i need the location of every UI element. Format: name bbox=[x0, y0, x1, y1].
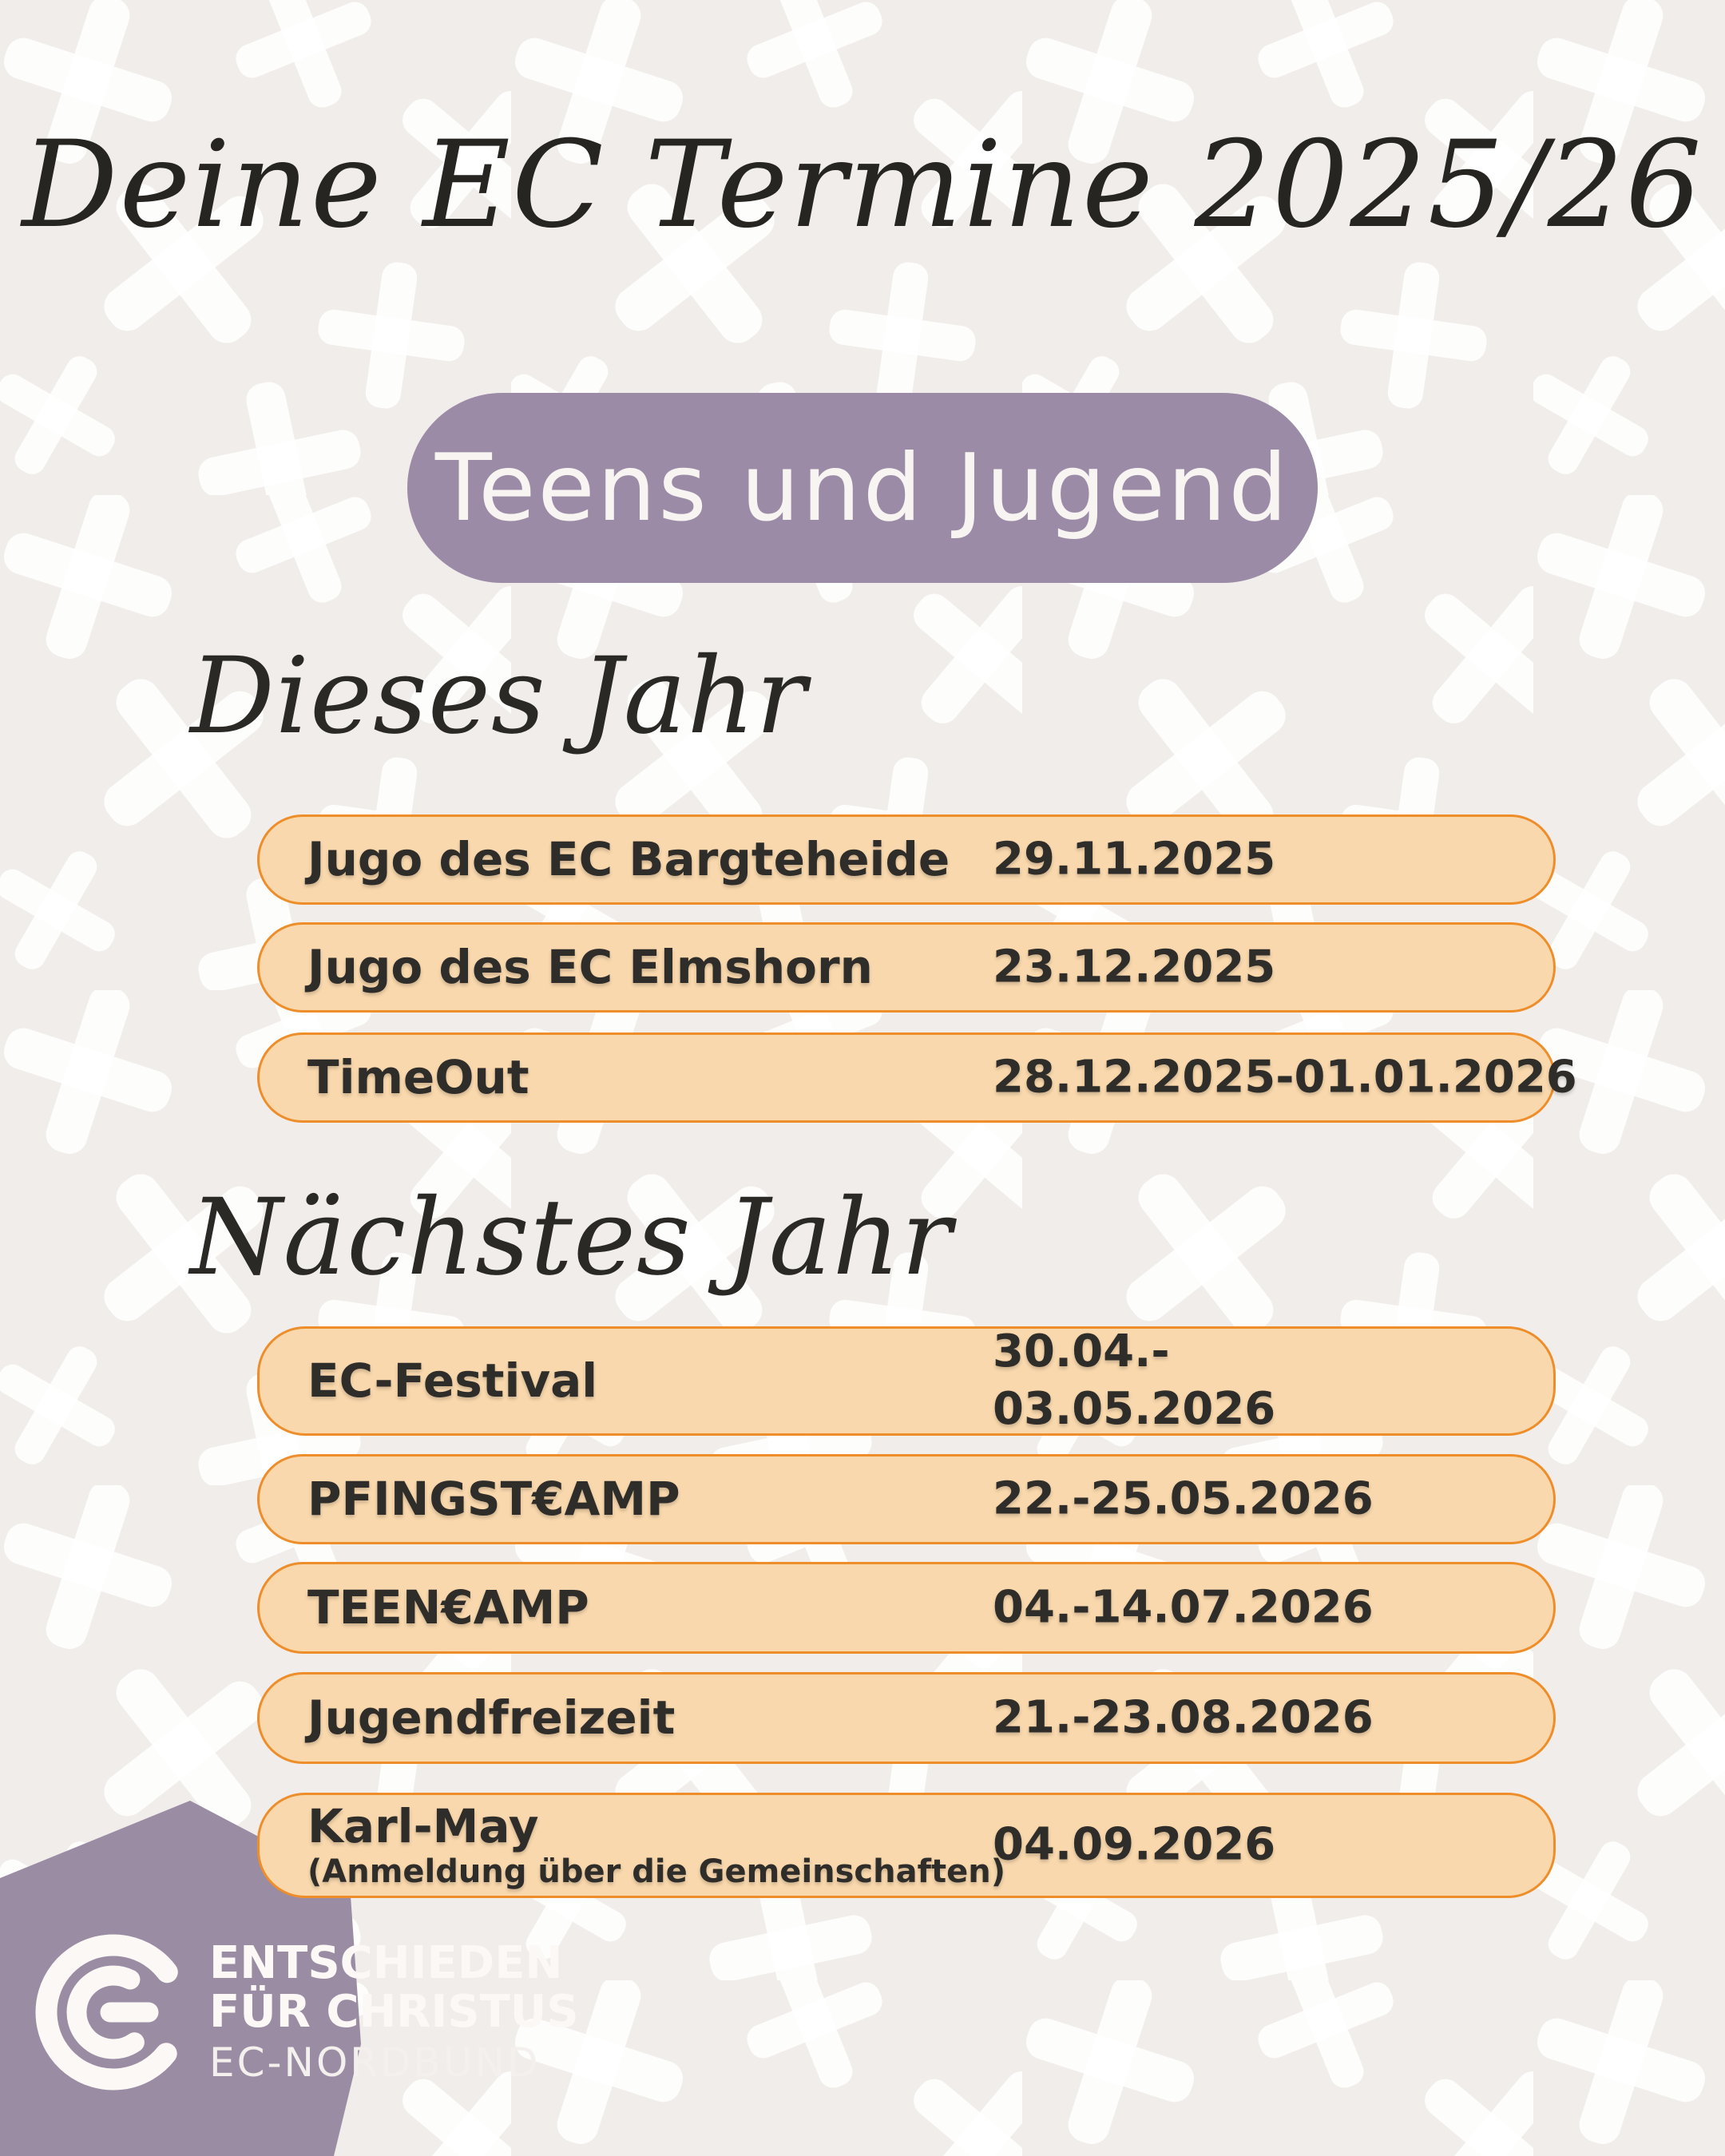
logo-wordmark bbox=[209, 1939, 579, 2086]
event-row bbox=[257, 1672, 1556, 1764]
event-row bbox=[257, 922, 1556, 1013]
event-name: Jugendfreizeit bbox=[307, 1690, 676, 1746]
event-row bbox=[257, 1562, 1556, 1654]
event-row bbox=[257, 1032, 1577, 1123]
event-label bbox=[260, 1051, 529, 1104]
event-label bbox=[260, 1581, 589, 1635]
event-label bbox=[260, 1800, 1005, 1892]
logo-line-3: EC-NORDBUND bbox=[209, 2039, 541, 2086]
event-date: 23.12.2025 bbox=[993, 941, 1276, 993]
section-heading-this-year: Dieses Jahr bbox=[190, 635, 807, 758]
category-badge-label: Teens und Jugend bbox=[434, 434, 1291, 542]
event-date: 04.09.2026 bbox=[993, 1818, 1276, 1871]
event-name: Jugo des EC Elmshorn bbox=[307, 940, 873, 995]
logo-line-2: FÜR CHRISTUS bbox=[209, 1986, 579, 2038]
event-date: 29.11.2025 bbox=[993, 833, 1276, 886]
event-date: 04.-14.07.2026 bbox=[993, 1581, 1374, 1634]
event-label bbox=[260, 1691, 675, 1745]
event-name: TEEN€AMP bbox=[307, 1580, 589, 1635]
event-name: TimeOut bbox=[307, 1050, 529, 1105]
event-name: Jugo des EC Bargteheide bbox=[307, 832, 950, 887]
event-name: EC-Festival bbox=[307, 1353, 598, 1409]
event-note: (Anmeldung über die Gemeinschaften) bbox=[307, 1853, 1006, 1891]
event-date: 21.-23.08.2026 bbox=[993, 1691, 1374, 1744]
event-row bbox=[257, 1793, 1556, 1898]
event-name: PFINGST€AMP bbox=[307, 1472, 680, 1527]
event-row bbox=[257, 1326, 1556, 1436]
event-label bbox=[260, 833, 950, 886]
section-heading-next-year: Nächstes Jahr bbox=[190, 1176, 953, 1299]
category-badge bbox=[407, 393, 1318, 583]
event-date: 28.12.2025-01.01.2026 bbox=[993, 1051, 1577, 1104]
logo-line-1: ENTSCHIEDEN bbox=[209, 1937, 563, 1989]
event-row bbox=[257, 1454, 1556, 1544]
event-row bbox=[257, 814, 1556, 905]
event-label bbox=[260, 1354, 597, 1408]
event-label bbox=[260, 1472, 680, 1526]
event-label bbox=[260, 941, 873, 994]
event-date: 22.-25.05.2026 bbox=[993, 1472, 1374, 1525]
event-date: 30.04.- 03.05.2026 bbox=[993, 1325, 1276, 1436]
event-name: Karl-May bbox=[307, 1798, 539, 1853]
page-title: Deine EC Termine 2025/26 bbox=[22, 116, 1703, 255]
